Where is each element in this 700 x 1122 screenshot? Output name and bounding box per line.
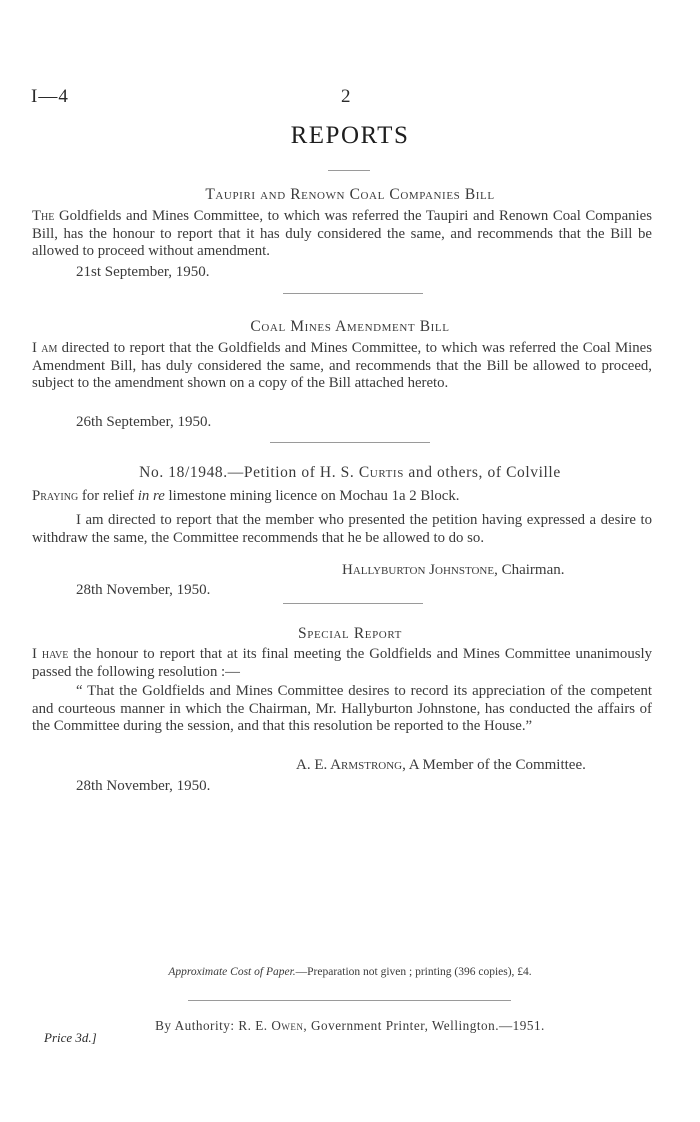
petition-title-suffix: and others, of Colville xyxy=(403,464,561,481)
signature-member xyxy=(296,757,586,774)
section-title-special-report: Special Report xyxy=(298,625,402,642)
section-divider xyxy=(283,603,423,604)
petition-title-prefix: No. 18/1948.—Petition of H. S. xyxy=(139,464,359,481)
signature-role: , Chairman. xyxy=(494,562,565,578)
section-divider xyxy=(270,442,430,443)
title-rule xyxy=(328,170,370,171)
footer-cost-note xyxy=(0,966,700,978)
price-label: Price 3d.] xyxy=(44,1030,97,1045)
resolution-quote: “ That the Goldfields and Mines Committee desires to record its appreciation of the competent and courteous manner in which the Chairman, Mr. Hallyburton Johnstone, has conducted the affairs of the Committee during the session, and that this resolution be reported to the House.” xyxy=(32,683,652,734)
section-title-petition xyxy=(0,464,700,482)
petition-name: Curtis xyxy=(358,464,404,481)
paragraph-petition-report: I am directed to report that the member who presented the petition having expressed a desire to withdraw the same, the Committee recommends that he be allowed to do so. xyxy=(32,512,652,546)
authority-suffix: , Government Printer, Wellington.—1951. xyxy=(303,1018,545,1033)
paragraph-body: directed to report that the Goldfields and Mines Committee, to which was referred the Coal Mines Amendment Bill, has duly considered the same, and recommends that the Bill be allowed to proceed, subject to the amendment shown on a copy of the Bill attached hereto. xyxy=(32,340,652,391)
paragraph-lead: I am xyxy=(32,340,58,356)
page-number: 2 xyxy=(341,86,351,107)
section-title-taupiri-bill: Taupiri and Renown Coal Companies Bill xyxy=(205,186,495,203)
date-petition: 28th November, 1950. xyxy=(76,582,211,598)
footer-authority xyxy=(0,1018,700,1034)
paragraph-taupiri-report xyxy=(32,208,652,261)
authority-name: R. E. Owen xyxy=(238,1018,304,1033)
signature-role: , A Member of the Committee. xyxy=(402,757,586,773)
paragraph-lead: The xyxy=(32,208,55,224)
paragraph-special-report xyxy=(32,646,652,681)
paragraph-body: Goldfields and Mines Committee, to which was referred the Taupiri and Renown Coal Companies Bill, has the honour to report that it has duly considered the same, and recommends that the Bill be allowed to proceed without amendment. xyxy=(32,208,652,259)
cost-label: Approximate Cost of Paper. xyxy=(168,966,296,978)
footer-rule xyxy=(188,1000,511,1001)
paragraph-lead: I have xyxy=(32,646,69,662)
signature-name: Hallyburton Johnstone xyxy=(342,562,495,578)
date-special-report: 28th November, 1950. xyxy=(76,778,211,794)
page-reference: I—4 xyxy=(31,86,69,107)
praying-rest: limestone mining licence on Mochau 1a 2 Block. xyxy=(164,488,460,504)
page-title: REPORTS xyxy=(290,122,410,149)
date-taupiri: 21st September, 1950. xyxy=(76,264,210,280)
date-coal-mines: 26th September, 1950. xyxy=(76,414,212,430)
cost-text: —Preparation not given ; printing (396 copies), £4. xyxy=(295,966,532,978)
section-divider xyxy=(283,293,423,294)
paragraph-body: the honour to report that at its final meeting the Goldfields and Mines Committee unanimously passed the following resolution :— xyxy=(32,646,652,680)
section-title-coal-mines-bill: Coal Mines Amendment Bill xyxy=(250,318,450,335)
authority-prefix: By Authority: xyxy=(155,1018,239,1033)
signature-name: A. E. Armstrong xyxy=(296,757,403,773)
praying-mid: for relief xyxy=(78,488,138,504)
paragraph-coal-mines-report xyxy=(32,340,652,393)
praying-lead: Praying xyxy=(32,488,79,504)
petition-praying xyxy=(32,488,652,506)
signature-chairman xyxy=(342,562,565,579)
praying-italic: in re xyxy=(137,488,165,504)
